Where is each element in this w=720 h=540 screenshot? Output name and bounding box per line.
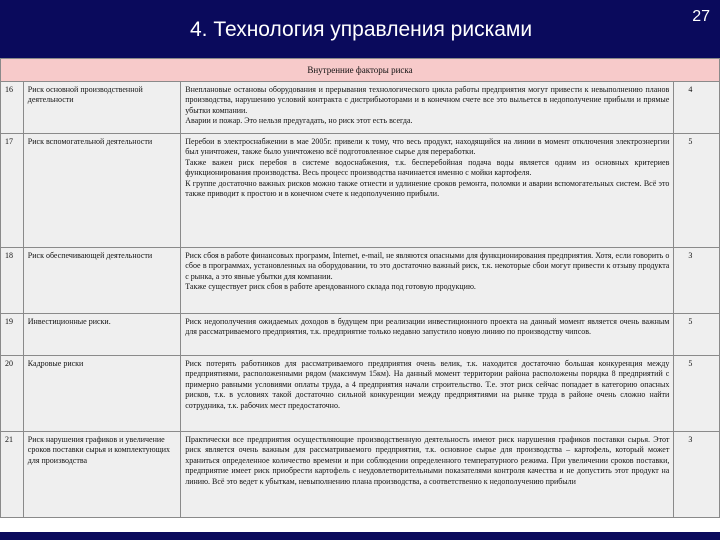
risk-description (181, 133, 674, 247)
row-number: 18 (1, 247, 24, 313)
row-number: 17 (1, 133, 24, 247)
bottom-bar (0, 532, 720, 540)
risk-score: 5 (674, 133, 720, 247)
slide-header (0, 0, 720, 58)
description-paragraph: Риск недополучения ожидаемых доходов в будущем при реализации инвестиционного проекта на данный момент является очень важным для рассматриваемого предприятия, т.к. предприятие только недавно запустило новую линию по производству чипсов. (185, 316, 670, 336)
risk-score: 3 (674, 247, 720, 313)
table-row (1, 81, 720, 133)
description-paragraph: Аварии и пожар. Это нельзя предугадать, но риск этот есть всегда. (185, 116, 413, 125)
risk-score: 4 (674, 81, 720, 133)
section-header-row (1, 59, 720, 82)
description-paragraph: К группе достаточно важных рисков можно также отнести и удлинение сроков ремонта, поломки и аварии вспомогательных систем. Всё это также приводит к простою и в конечном счете к недополучению прибыли. (185, 178, 670, 198)
risk-name: Риск основной производственной деятельности (23, 81, 180, 133)
description-paragraph: Внеплановые остановы оборудования и прерывания технологического цикла работы предприятия могут привести к невыполнению планов производства, нарушению условий контракта с дистрибьюторами и в конечном счете все это выльется в недополучение прибыли и прямые убытки компании. (185, 84, 670, 115)
risk-description (181, 431, 674, 517)
description-paragraph: Перебои в электроснабжении в мае 2005г. привели к тому, что весь продукт, находящийся на линии в момент отключения электроэнергии был уничтожен, также было уничтожено всё подготовленное сырье для переработки. (185, 136, 670, 156)
risk-description (181, 313, 674, 355)
section-header: Внутренние факторы риска (1, 59, 720, 82)
risk-name: Риск вспомогательной деятельности (23, 133, 180, 247)
risk-table (0, 58, 720, 518)
table-row (1, 313, 720, 355)
risk-score: 3 (674, 431, 720, 517)
risk-score: 5 (674, 313, 720, 355)
table-row (1, 133, 720, 247)
row-number: 21 (1, 431, 24, 517)
description-paragraph: Риск сбоя в работе финансовых программ, Internet, e-mail, не являются опасными для функционирования предприятия. Хотя, если говорить о сбое в программах, установленных на оборудовании, то это достаточно важный риск, т.к. некоторые сбои могут привести к отзыву продукта с рынка, а это явные убытки для компании. (185, 250, 670, 281)
row-number: 19 (1, 313, 24, 355)
description-paragraph: Практически все предприятия осуществляющие производственную деятельность имеют риск нарушения графиков поставки сырья. Этот риск является очень важным для рассматриваемого предприятия, т.к. основное сырье для производства – картофель, который может храниться определенное количество времени и при соблюдении определенного температурного режима. При увеличении сроков поставки, предприятие имеет риск приобрести картофель с неудовлетворительными показателями контроля качества и не допустить этот продукт на линию. Всё это ведет к убыткам, невыполнению плана производства, а соответственно к недополучению прибыли (185, 434, 670, 486)
risk-score: 5 (674, 355, 720, 431)
risk-name: Риск обеспечивающей деятельности (23, 247, 180, 313)
slide-number: 27 (692, 8, 710, 25)
description-paragraph: Риск потерять работников для рассматриваемого предприятия очень велик, т.к. находится достаточно большая конкуренция между предприятиями, расположенными рядом (максимум 15км). На данный момент территории района расположены порядка 8 предприятий с примерно равными условиями оплаты труда, а 4 предприятия начали строительство. Т.е. этот риск сейчас попадает в категорию опасных рисков, т.к. в условиях такой достаточно сильной конкуренции между предприятиями на рынке труда в районе очень сложно найти сотрудника, т.к. рабочих мест предостаточно. (185, 358, 670, 410)
table-row (1, 355, 720, 431)
slide-content (0, 58, 720, 532)
risk-name: Инвестиционные риски. (23, 313, 180, 355)
description-paragraph: Также существует риск сбоя в работе арендованного склада под готовую продукцию. (185, 282, 476, 291)
risk-description (181, 81, 674, 133)
risk-name: Кадровые риски (23, 355, 180, 431)
table-row (1, 431, 720, 517)
row-number: 16 (1, 81, 24, 133)
table-row (1, 247, 720, 313)
risk-description (181, 355, 674, 431)
slide-title: 4. Технология управления рисками (190, 18, 533, 41)
row-number: 20 (1, 355, 24, 431)
description-paragraph: Также важен риск перебоя в системе водоснабжения, т.к. бесперебойная подача воды является одним из основных критериев функционирования производства. Весь процесс производства начинается именно с мойки картофеля. (185, 157, 670, 177)
risk-name: Риск нарушения графиков и увеличение сроков поставки сырья и комплектующих для производства (23, 431, 180, 517)
risk-description (181, 247, 674, 313)
